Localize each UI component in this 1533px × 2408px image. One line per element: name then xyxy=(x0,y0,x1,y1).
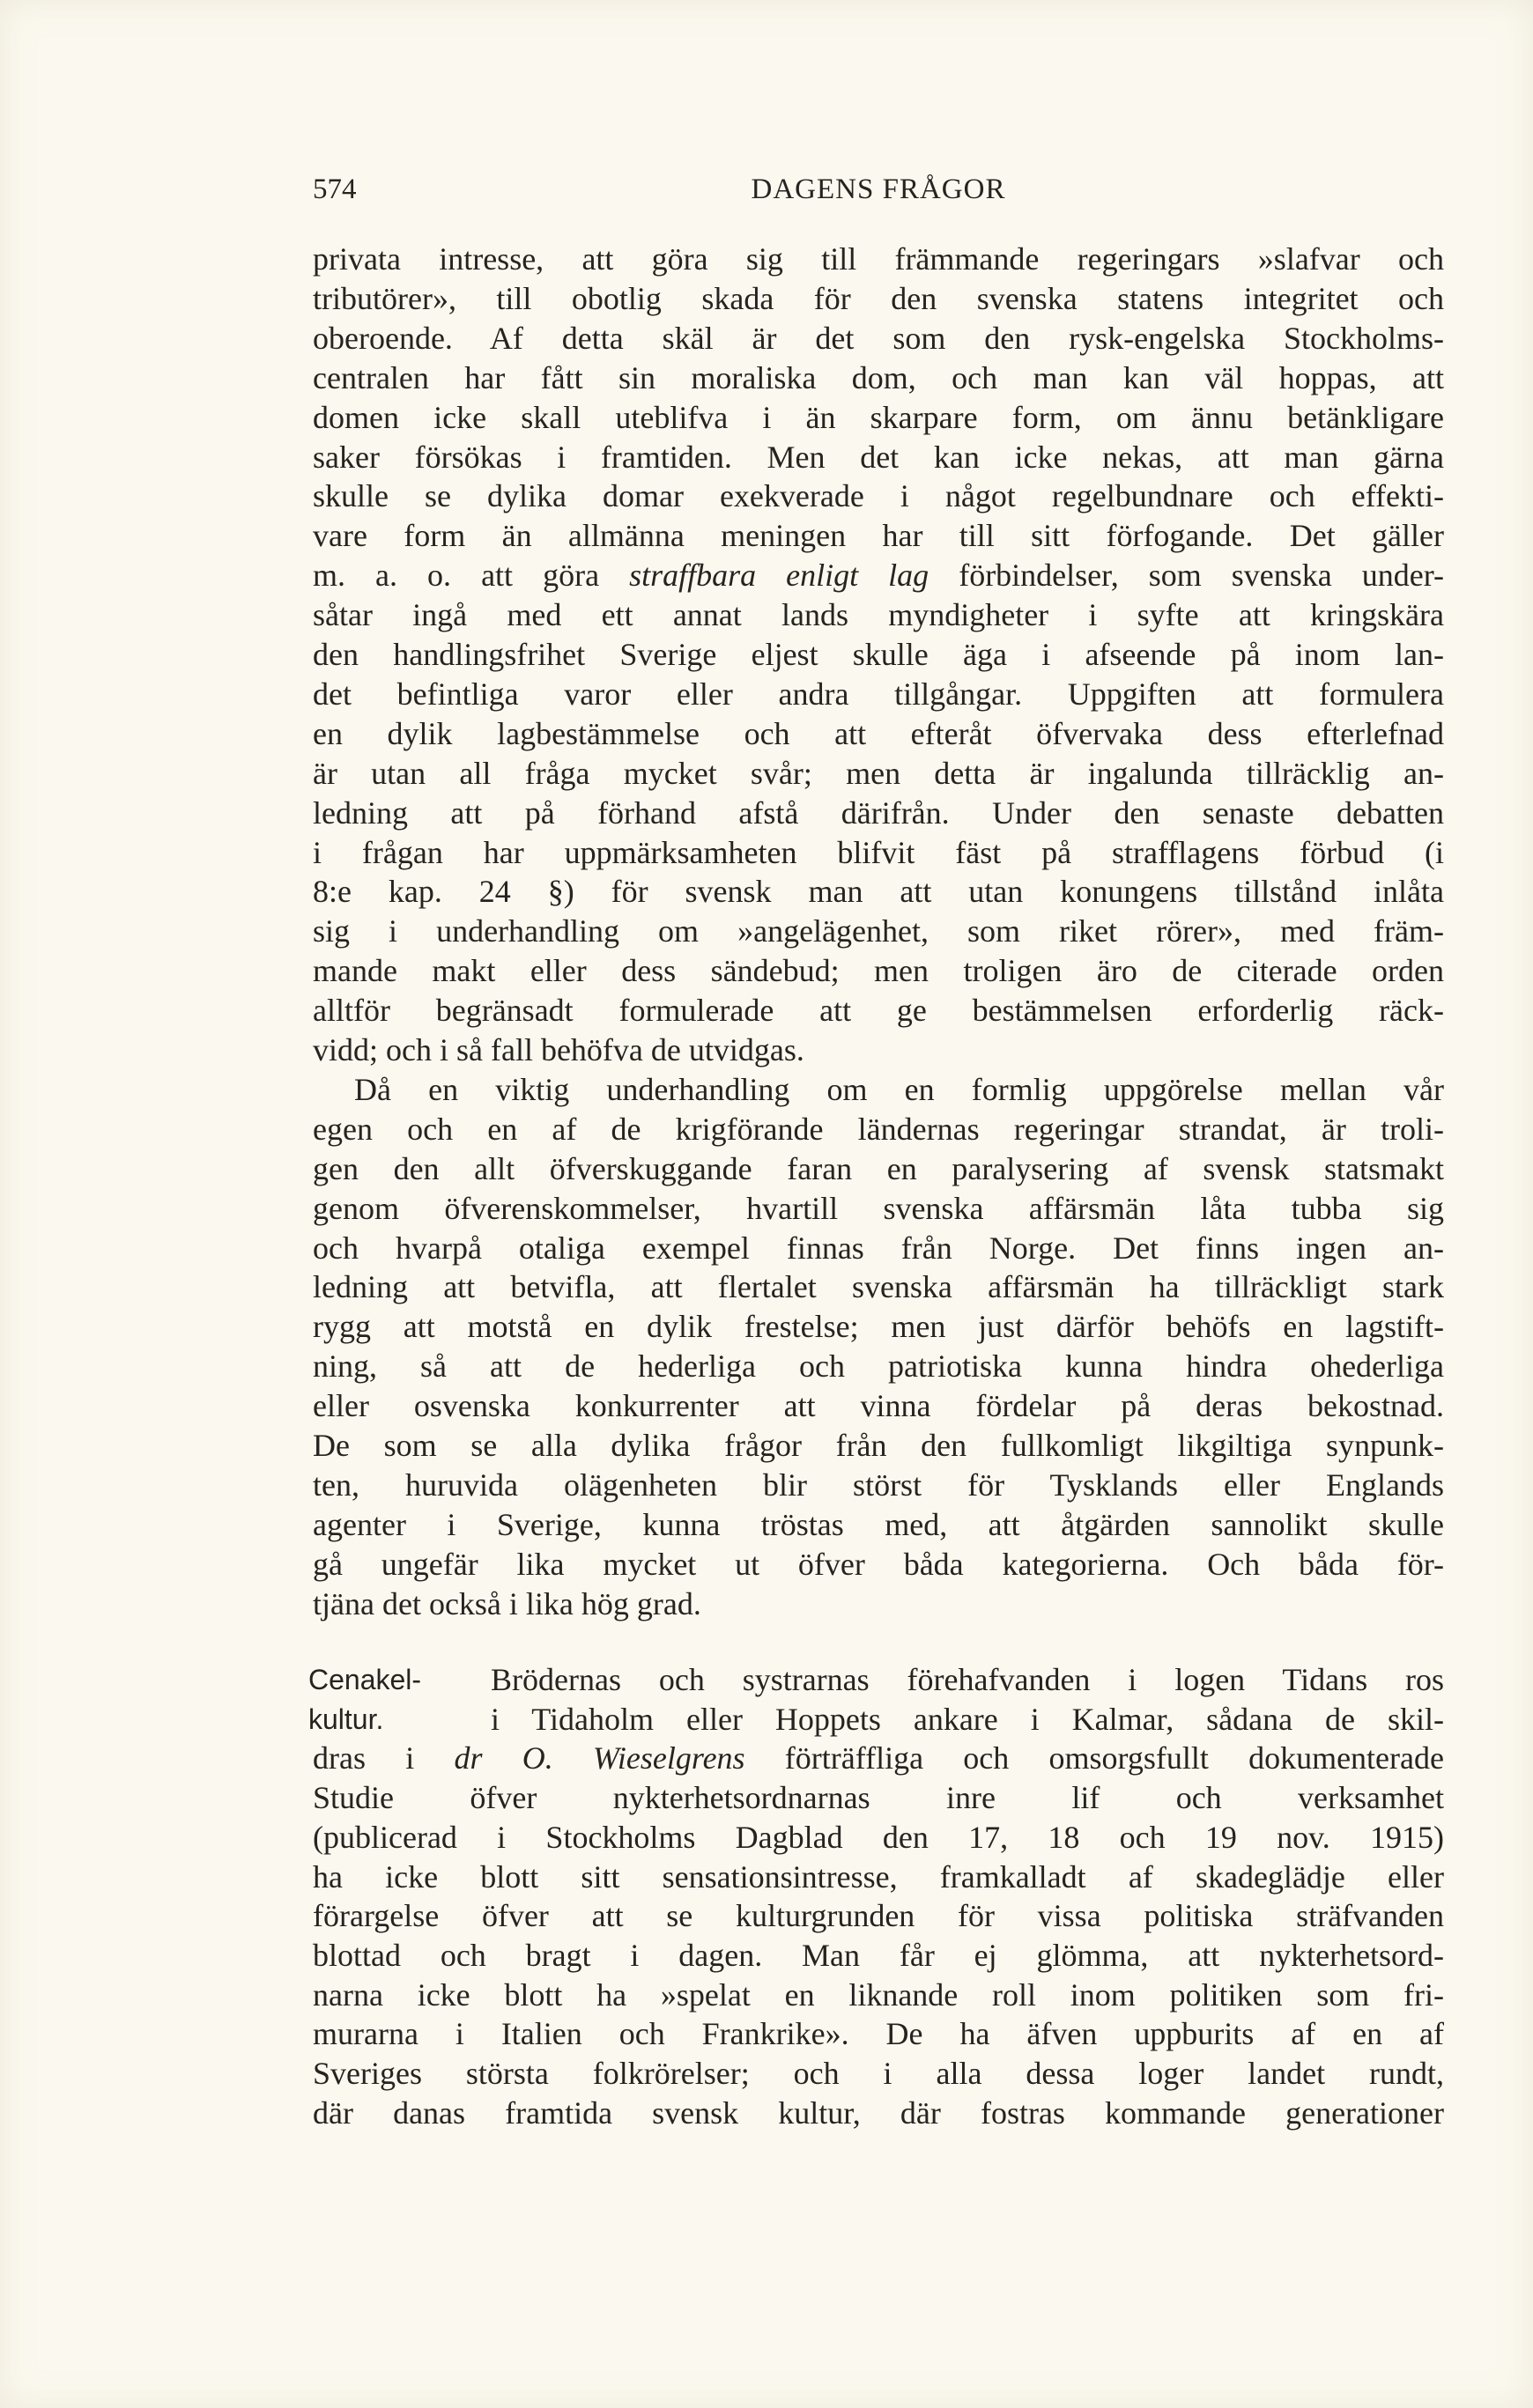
italic-emphasis: straffbara enligt lag xyxy=(629,558,929,594)
text-line: saker försökas i framtiden. Men det kan icke nekas, att man gärna xyxy=(313,439,1444,475)
text-line: i frågan har uppmärksamheten blifvit fäst på strafflagens förbud (i xyxy=(313,834,1444,870)
text-line: det befintliga varor eller andra tillgångar. Uppgiften att formulera xyxy=(313,676,1444,712)
text-line: ten, huruvida olägenheten blir störst för Tysklands eller Englands xyxy=(313,1466,1444,1503)
text-line: skulle se dylika domar exekverade i något regelbundnare och effekti- xyxy=(313,478,1444,514)
side-heading-line: Cenakel- xyxy=(308,1664,422,1695)
text-line: en dylik lagbestämmelse och att efteråt öfvervaka dess efterlefnad xyxy=(313,715,1444,751)
text-line: gen den allt öfverskuggande faran en paralysering af svensk statsmakt xyxy=(313,1150,1444,1186)
text-line: såtar ingå med ett annat lands myndigheter i syfte att kringskära xyxy=(313,597,1444,633)
text-line: där danas framtida svensk kultur, där fostras kommande generationer xyxy=(313,2094,1444,2131)
text-line: egen och en af de krigförande ländernas regeringar strandat, är troli- xyxy=(313,1111,1444,1147)
running-title: DAGENS FRÅGOR xyxy=(751,174,1006,205)
text-line: eller osvenska konkurrenter att vinna fördelar på deras bekostnad. xyxy=(313,1388,1444,1424)
text-line: privata intresse, att göra sig till främmande regeringars »slafvar och xyxy=(313,241,1444,277)
italic-emphasis: dr O. Wieselgrens xyxy=(454,1740,745,1776)
text-line: alltför begränsadt formulerade att ge bestämmelsen erforderlig räck- xyxy=(313,993,1444,1029)
side-heading-line: kultur. xyxy=(308,1703,384,1735)
text-line: gå ungefär lika mycket ut öfver båda kategorierna. Och båda för- xyxy=(313,1546,1444,1582)
text-line: ning, så att de hederliga och patriotiska kunna hindra ohederliga xyxy=(313,1348,1444,1385)
text-line: Då en viktig underhandling om en formlig uppgörelse mellan vår xyxy=(354,1071,1444,1107)
text-line: agenter i Sverige, kunna tröstas med, att åtgärden sannolikt skulle xyxy=(313,1506,1444,1542)
text-line: Brödernas och systrarnas förehafvanden i logen Tidans ros xyxy=(491,1662,1444,1697)
text-line: dras i dr O. Wieselgrens förträffliga och omsorgsfullt dokumenterade xyxy=(313,1740,1444,1776)
text-line: centralen har fått sin moraliska dom, och man kan väl hoppas, att xyxy=(313,359,1444,395)
text-line: ledning att betvifla, att flertalet svenska affärsmän ha tillräckligt stark xyxy=(313,1269,1444,1305)
text-line: rygg att motstå en dylik frestelse; men just därför behöfs en lagstift- xyxy=(313,1309,1444,1345)
text-line: är utan all fråga mycket svår; men detta är ingalunda tillräcklig an- xyxy=(313,755,1444,791)
text-line: tjäna det också i lika hög grad. xyxy=(313,1585,701,1621)
text-line: ledning att på förhand afstå därifrån. Under den senaste debatten xyxy=(313,794,1444,831)
text-line: vare form än allmänna meningen har till sitt förfogande. Det gäller xyxy=(313,518,1444,554)
text-line: tributörer», till obotlig skada för den svenska statens integritet och xyxy=(313,280,1444,316)
text-line: m. a. o. att göra straffbara enligt lag förbindelser, som svenska under- xyxy=(313,558,1445,594)
text-line: vidd; och i så fall behöfva de utvidgas. xyxy=(313,1032,804,1067)
text-line: genom öfverenskommelser, hvartill svenska affärsmän låta tubba sig xyxy=(313,1190,1444,1226)
text-line: blottad och bragt i dagen. Man får ej glömma, att nykterhetsord- xyxy=(313,1937,1444,1973)
text-line: den handlingsfrihet Sverige eljest skulle äga i afseende på inom lan- xyxy=(313,637,1444,672)
text-line: De som se alla dylika frågor från den fullkomligt likgiltiga synpunk- xyxy=(313,1428,1444,1463)
text-line: 8:e kap. 24 §) för svensk man att utan konungens tillstånd inlåta xyxy=(313,874,1444,910)
text-line: ha icke blott sitt sensationsintresse, framkalladt af skadeglädje eller xyxy=(313,1858,1444,1895)
text-line: sig i underhandling om »angelägenhet, som riket rörer», med främ- xyxy=(313,913,1444,949)
text-line: oberoende. Af detta skäl är det som den rysk-engelska Stockholms- xyxy=(313,320,1444,356)
text-line: Studie öfver nykterhetsordnarnas inre lif och verksamhet xyxy=(313,1780,1444,1816)
text-line: domen icke skall uteblifva i än skarpare form, om ännu betänkligare xyxy=(313,399,1444,435)
page-number: 574 xyxy=(313,174,357,205)
text-line: murarna i Italien och Frankrike». De ha äfven uppburits af en af xyxy=(313,2016,1444,2052)
text-line: förargelse öfver att se kulturgrunden för vissa politiska sträfvanden xyxy=(313,1898,1444,1934)
text-line: och hvarpå otaliga exempel finnas från Norge. Det finns ingen an- xyxy=(313,1230,1444,1266)
text-line: narna icke blott ha »spelat en liknande roll inom politiken som fri- xyxy=(313,1976,1444,2013)
text-line: Sveriges största folkrörelser; och i alla dessa loger landet rundt, xyxy=(313,2056,1444,2091)
text-line: (publicerad i Stockholms Dagblad den 17, 18 och 19 nov. 1915) xyxy=(313,1819,1444,1855)
text-line: mande makt eller dess sändebud; men troligen äro de citerade orden xyxy=(313,953,1444,989)
text-line: i Tidaholm eller Hoppets ankare i Kalmar, sådana de skil- xyxy=(491,1701,1444,1737)
